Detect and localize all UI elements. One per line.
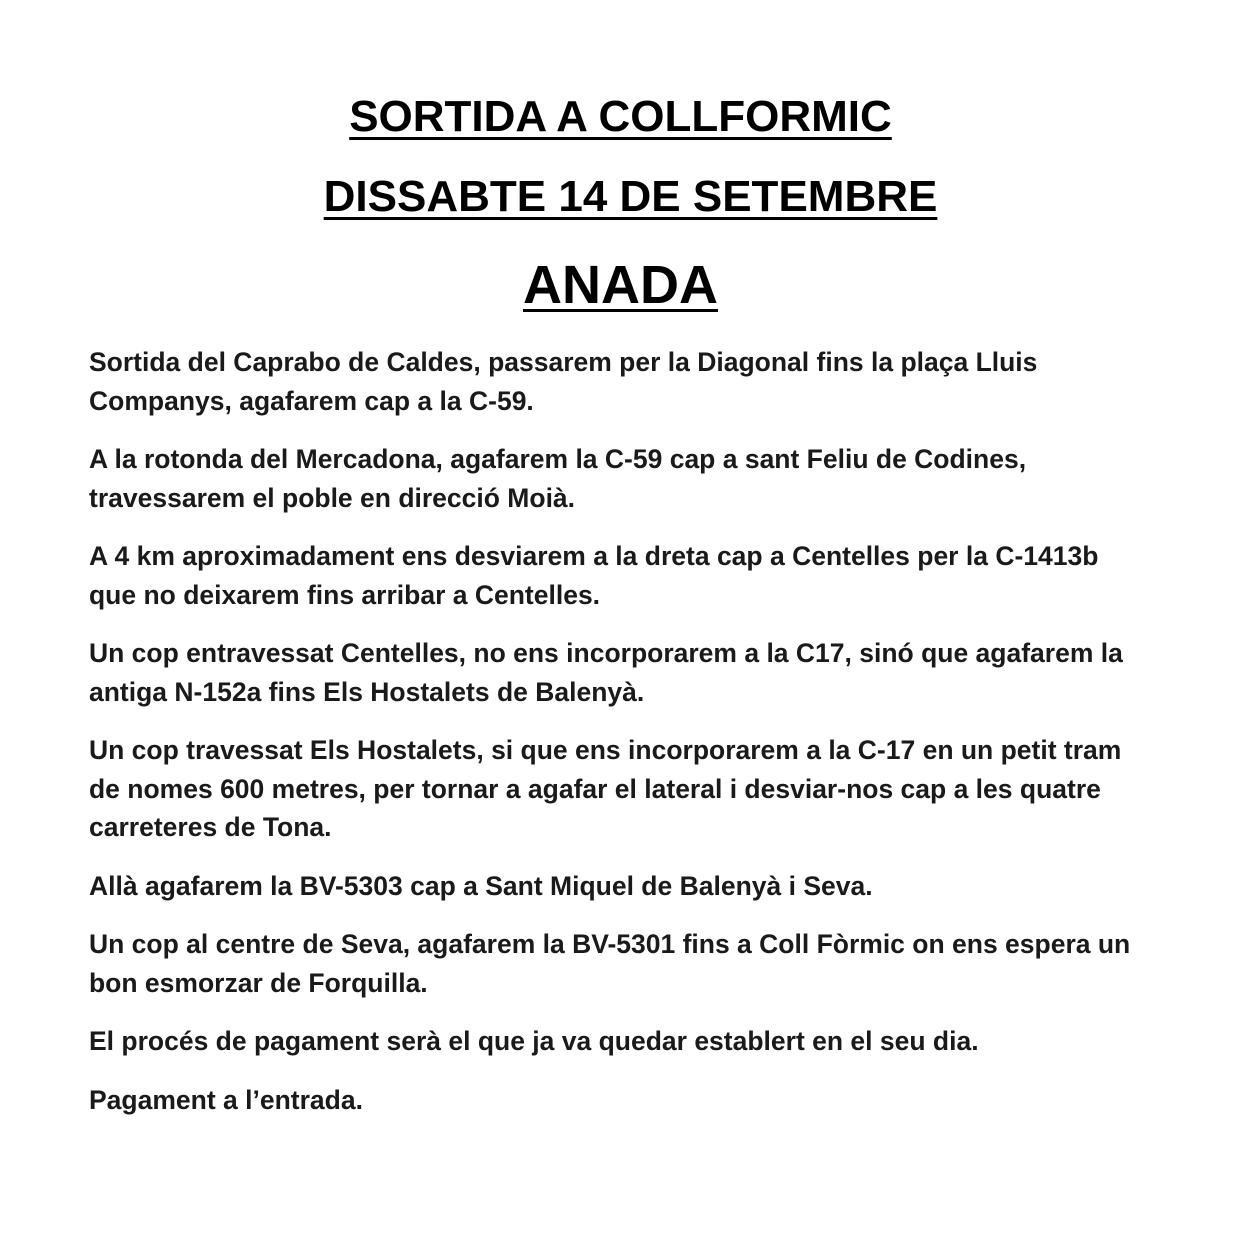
paragraph: A la rotonda del Mercadona, agafarem la C-59 cap a sant Feliu de Codines, travessarem el poble en direcció Moià.	[89, 444, 1027, 513]
paragraph: Un cop travessat Els Hostalets, si que ens incorporarem a la C-17 en un petit tram de nomes 600 metres, per tornar a agafar el lateral i desviar-nos cap a les quatre carreteres de Tona.	[89, 735, 1122, 842]
paragraph: Sortida del Caprabo de Caldes, passarem per la Diagonal fins la plaça Lluis Companys, agafarem cap a la C-59.	[89, 347, 1038, 416]
paragraph: Allà agafarem la BV-5303 cap a Sant Miquel de Balenyà i Seva.	[89, 870, 873, 901]
paragraph: Un cop al centre de Seva, agafarem la BV-5301 fins a Coll Fòrmic on ens espera un bon esmorzar de Forquilla.	[89, 929, 1131, 998]
event-date-heading: DISSABTE 14 DE SETEMBRE	[323, 172, 938, 221]
paragraph: Un cop entravessat Centelles, no ens incorporarem a la C17, sinó que agafarem la antiga N-152a fins Els Hostalets de Balenyà.	[89, 638, 1123, 707]
paragraph: A 4 km aproximadament ens desviarem a la dreta cap a Centelles per la C-1413b que no deixarem fins arribar a Centelles.	[89, 541, 1099, 610]
paragraph: El procés de pagament serà el que ja va quedar establert en el seu dia.	[89, 1026, 979, 1056]
section-heading: ANADA	[523, 255, 718, 315]
document-body	[89, 343, 1149, 1139]
document-title: SORTIDA A COLLFORMIC	[349, 92, 892, 141]
paragraph: Pagament a l’entrada.	[89, 1084, 363, 1115]
